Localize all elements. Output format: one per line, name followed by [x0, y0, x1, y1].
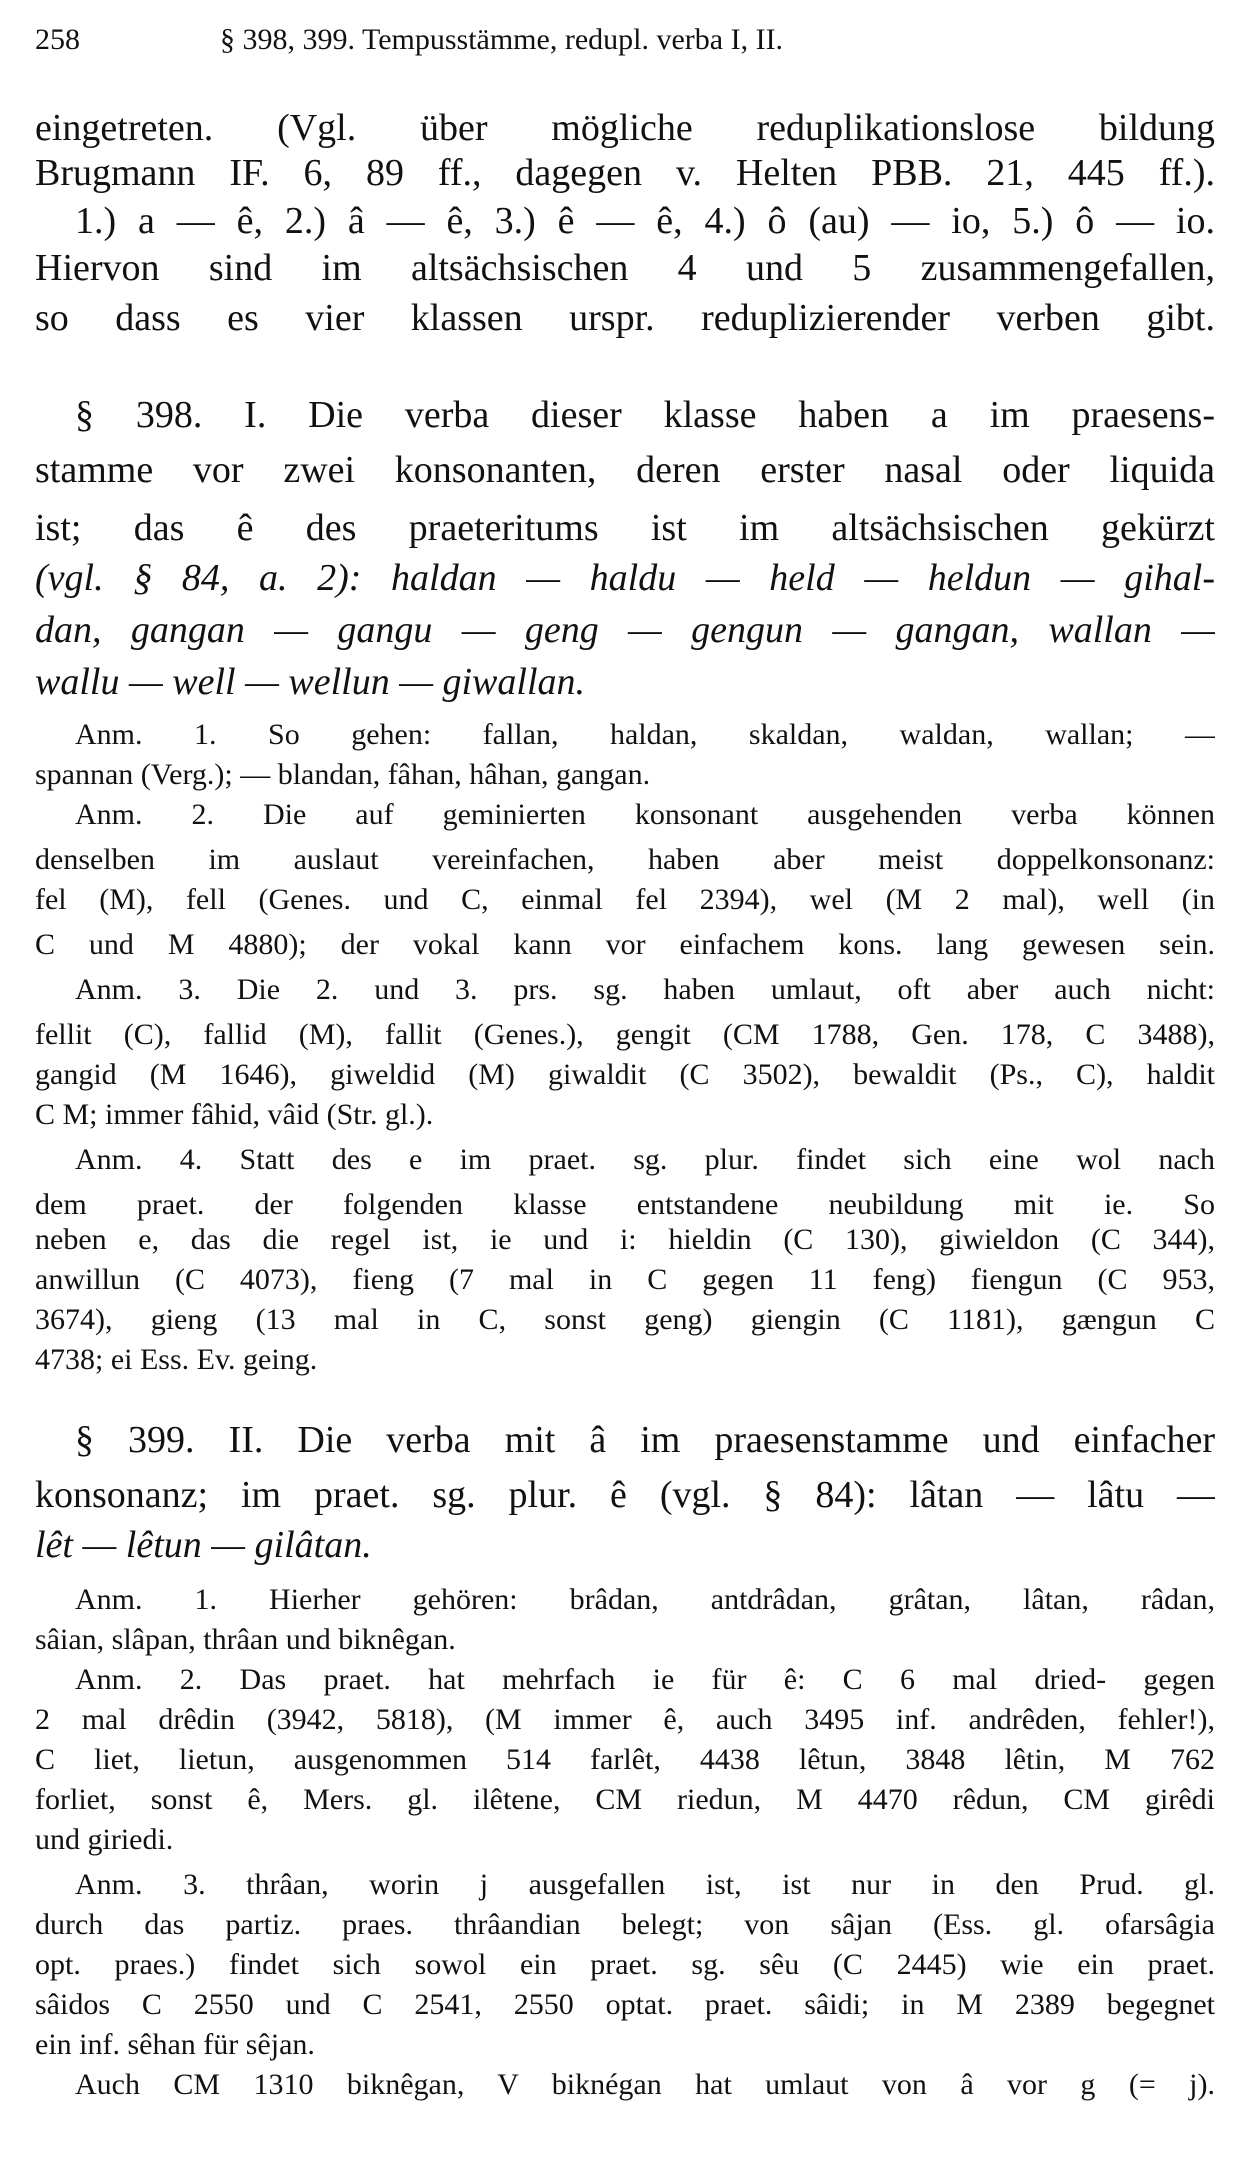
text-line: Hiervon sind im altsächsischen 4 und 5 zusammengefallen,	[35, 247, 1215, 289]
note-line: dem praet. der folgenden klasse entstandene neubildung mit ie. So	[35, 1188, 1215, 1221]
note-line: Anm. 2. Das praet. hat mehrfach ie für ê: C 6 mal dried- gegen	[75, 1663, 1215, 1696]
note-line: ein inf. sêhan für sêjan.	[35, 2028, 315, 2061]
running-title: § 398, 399. Tempusstämme, redupl. verba I, II.	[220, 23, 784, 56]
note-line: 3674), gieng (13 mal in C, sonst geng) giengin (C 1181), gængun C	[35, 1303, 1215, 1336]
note-line: spannan (Verg.); — blandan, fâhan, hâhan, gangan.	[35, 758, 651, 791]
note-line: Anm. 2. Die auf geminierten konsonant ausgehenden verba können	[75, 798, 1215, 831]
note-line: 2 mal drêdin (3942, 5818), (M immer ê, auch 3495 inf. andrêden, fehler!),	[35, 1703, 1215, 1736]
section-heading-line: § 398. I. Die verba dieser klasse haben a im praesens-	[75, 394, 1215, 436]
closing-line: Auch CM 1310 biknêgan, V biknégan hat umlaut von â vor g (= j).	[75, 2068, 1215, 2101]
text-line: (vgl. § 84, a. 2): haldan — haldu — held — heldun — gihal-	[35, 557, 1215, 599]
note-line: durch das partiz. praes. thrâandian belegt; von sâjan (Ess. gl. ofarsâgia	[35, 1908, 1215, 1941]
text-line: konsonanz; im praet. sg. plur. ê (vgl. § 84): lâtan — lâtu —	[35, 1474, 1215, 1516]
text-line: stamme vor zwei konsonanten, deren erster nasal oder liquida	[35, 449, 1215, 491]
note-line: C liet, lietun, ausgenommen 514 farlêt, 4438 lêtun, 3848 lêtin, M 762	[35, 1743, 1215, 1776]
note-line: denselben im auslaut vereinfachen, haben aber meist doppelkonsonanz:	[35, 843, 1215, 876]
text-line: wallu — well — wellun — giwallan.	[35, 661, 585, 703]
note-line: und giriedi.	[35, 1823, 174, 1856]
text-line: so dass es vier klassen urspr. reduplizierender verben gibt.	[35, 297, 1215, 339]
text-line: eingetreten. (Vgl. über mögliche reduplikationslose bildung	[35, 107, 1215, 149]
note-line: Anm. 4. Statt des e im praet. sg. plur. findet sich eine wol nach	[75, 1143, 1215, 1176]
text-line: Brugmann IF. 6, 89 ff., dagegen v. Helten PBB. 21, 445 ff.).	[35, 152, 1215, 194]
note-line: Anm. 3. thrâan, worin j ausgefallen ist, ist nur in den Prud. gl.	[75, 1868, 1215, 1901]
note-line: sâidos C 2550 und C 2541, 2550 optat. praet. sâidi; in M 2389 begegnet	[35, 1988, 1215, 2021]
text-line: lêt — lêtun — gilâtan.	[35, 1524, 372, 1566]
note-line: sâian, slâpan, thrâan und biknêgan.	[35, 1623, 456, 1656]
note-line: 4738; ei Ess. Ev. geing.	[35, 1343, 318, 1376]
text-line: ist; das ê des praeteritums ist im altsächsischen gekürzt	[35, 507, 1215, 549]
text-line: dan, gangan — gangu — geng — gengun — gangan, wallan —	[35, 609, 1215, 651]
text-line: 1.) a — ê, 2.) â — ê, 3.) ê — ê, 4.) ô (au) — io, 5.) ô — io.	[75, 200, 1215, 242]
note-line: anwillun (C 4073), fieng (7 mal in C gegen 11 feng) fiengun (C 953,	[35, 1263, 1215, 1296]
note-line: Anm. 1. Hierher gehören: brâdan, antdrâdan, grâtan, lâtan, râdan,	[75, 1583, 1215, 1616]
note-line: forliet, sonst ê, Mers. gl. ilêtene, CM riedun, M 4470 rêdun, CM girêdi	[35, 1783, 1215, 1816]
note-line: Anm. 3. Die 2. und 3. prs. sg. haben umlaut, oft aber auch nicht:	[75, 973, 1215, 1006]
note-line: gangid (M 1646), giweldid (M) giwaldit (C 3502), bewaldit (Ps., C), haldit	[35, 1058, 1215, 1091]
note-line: neben e, das die regel ist, ie und i: hieldin (C 130), giwieldon (C 344),	[35, 1223, 1215, 1256]
note-line: Anm. 1. So gehen: fallan, haldan, skaldan, waldan, wallan; —	[75, 718, 1215, 751]
note-line: opt. praes.) findet sich sowol ein praet. sg. sêu (C 2445) wie ein praet.	[35, 1948, 1215, 1981]
note-line: fel (M), fell (Genes. und C, einmal fel 2394), wel (M 2 mal), well (in	[35, 883, 1215, 916]
section-heading-line: § 399. II. Die verba mit â im praesenstamme und einfacher	[75, 1419, 1215, 1461]
page-number: 258	[35, 23, 80, 56]
note-line: fellit (C), fallid (M), fallit (Genes.), gengit (CM 1788, Gen. 178, C 3488),	[35, 1018, 1215, 1051]
note-line: C M; immer fâhid, vâid (Str. gl.).	[35, 1098, 434, 1131]
note-line: C und M 4880); der vokal kann vor einfachem kons. lang gewesen sein.	[35, 928, 1215, 961]
